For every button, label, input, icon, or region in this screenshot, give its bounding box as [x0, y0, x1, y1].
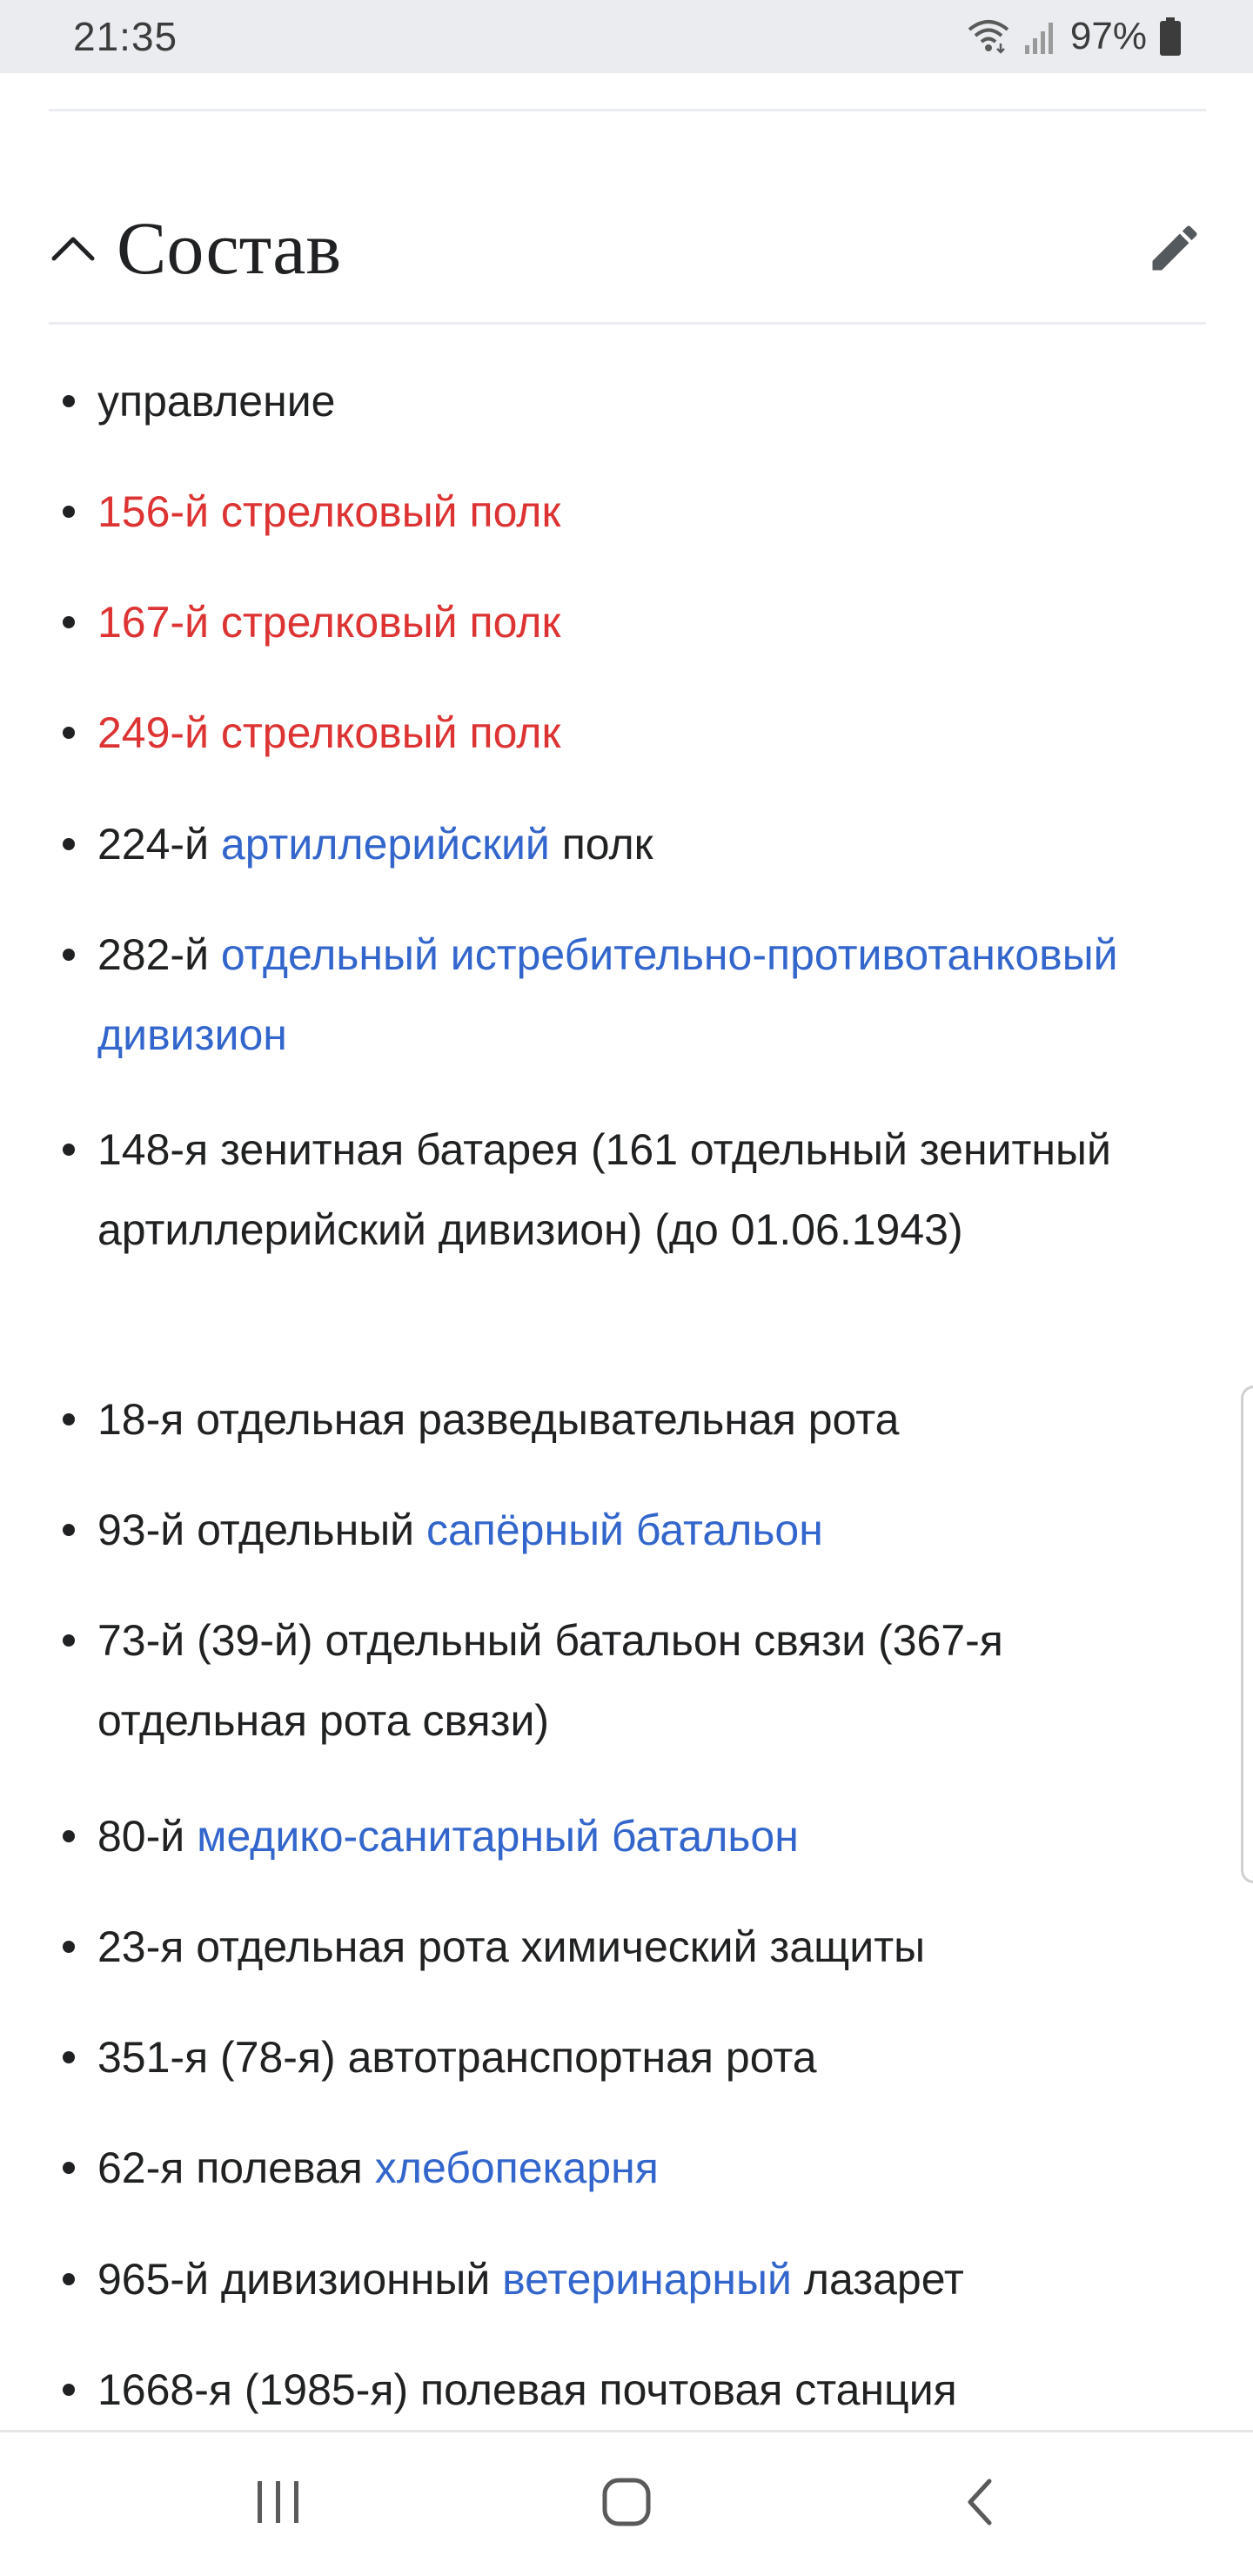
- list-item: [49, 804, 1171, 884]
- plain-text: 93-й отдельный: [97, 1506, 426, 1554]
- list-item-text: [97, 2239, 1171, 2319]
- list-item-text: [97, 2017, 1171, 2097]
- bullet: [63, 949, 75, 961]
- bullet: [63, 2051, 75, 2063]
- wiki-link[interactable]: хлебопекарня: [374, 2143, 659, 2192]
- header-divider: [49, 322, 1206, 325]
- list-item: [49, 1490, 1171, 1570]
- list-item-text: [97, 1600, 1171, 1761]
- plain-text: 965-й дивизионный: [97, 2255, 503, 2304]
- wiki-link[interactable]: артиллерийский: [220, 820, 550, 869]
- bullet: [63, 1524, 75, 1536]
- plain-text: 1668-я (1985-я) полевая почтовая станция: [97, 2365, 957, 2414]
- list-item-text: [97, 2350, 1171, 2430]
- signal-icon: [1023, 17, 1058, 56]
- list-item: [49, 1600, 1171, 1761]
- list-item-text: [97, 472, 1171, 552]
- list-item: [49, 2128, 1171, 2208]
- list-item: [49, 915, 1171, 1075]
- status-time: 21:35: [73, 14, 178, 59]
- back-icon[interactable]: [935, 2467, 1022, 2537]
- list-item-text: [97, 804, 1171, 884]
- list-item: [49, 2350, 1171, 2430]
- list-item: [49, 361, 1171, 441]
- status-bar: [0, 0, 1253, 73]
- navigation-bar: [0, 2430, 1253, 2576]
- list-item-text: [97, 1907, 1171, 1987]
- bullet: [63, 2162, 75, 2174]
- wiki-link[interactable]: ветеринарный: [502, 2255, 792, 2304]
- plain-text: управление: [97, 377, 336, 426]
- bullet: [63, 1830, 75, 1842]
- plain-text: 351-я (78-я) автотранспортная рота: [97, 2033, 817, 2082]
- list-item: [49, 472, 1171, 552]
- plain-text: 282-й: [97, 930, 221, 979]
- recent-apps-icon[interactable]: [235, 2467, 322, 2537]
- list-item-text: [97, 1110, 1171, 1270]
- list-item: [49, 582, 1171, 662]
- plain-text: полк: [549, 820, 653, 869]
- list-item: [49, 1379, 1171, 1459]
- bullet: [63, 727, 75, 739]
- bullet: [63, 395, 75, 407]
- plain-text: 62-я полевая: [97, 2143, 375, 2192]
- list-item-text: [97, 915, 1171, 1075]
- section-header[interactable]: [49, 174, 1206, 322]
- section-title: Состав: [117, 206, 342, 290]
- pencil-icon[interactable]: [1143, 217, 1206, 279]
- plain-text: 23-я отдельная рота химический защиты: [97, 1922, 926, 1971]
- bullet: [63, 1634, 75, 1647]
- list-item: [49, 1796, 1171, 1876]
- bullet: [63, 2384, 75, 2396]
- plain-text: 224-й: [97, 820, 221, 869]
- plain-text: 148-я зенитная батарея (161 отдельный зенитный артиллерийский дивизион) (до 01.06.1943): [97, 1125, 1111, 1254]
- list-item: [49, 2239, 1171, 2319]
- list-item-text: [97, 1796, 1171, 1876]
- top-divider: [49, 109, 1206, 111]
- plain-text: 18-я отдельная разведывательная рота: [97, 1395, 900, 1444]
- wifi-icon: [966, 17, 1011, 56]
- plain-text: 73-й (39-й) отдельный батальон связи (367-я отдельная рота связи): [97, 1616, 1003, 1745]
- bullet: [63, 1413, 75, 1426]
- bullet: [63, 1144, 75, 1156]
- bullet: [63, 616, 75, 628]
- home-icon[interactable]: [583, 2467, 670, 2537]
- plain-text: 80-й: [97, 1812, 198, 1861]
- wiki-red-link[interactable]: 167-й стрелковый полк: [97, 598, 561, 647]
- status-icons: [966, 15, 1182, 58]
- list-item-text: [97, 1379, 1171, 1459]
- battery-icon: [1159, 17, 1182, 57]
- bullet: [63, 1941, 75, 1953]
- wiki-link[interactable]: отдельный истребительно-противотанковый дивизион: [97, 930, 1118, 1059]
- bullet: [63, 506, 75, 518]
- list-item-text: [97, 1490, 1171, 1570]
- battery-level: 97%: [1069, 15, 1147, 57]
- wiki-link[interactable]: сапёрный батальон: [425, 1506, 823, 1554]
- bullet: [63, 2273, 75, 2285]
- list-item: [49, 1907, 1171, 1987]
- list-item-text: [97, 582, 1171, 662]
- list-item-text: [97, 693, 1171, 773]
- list-item: [49, 1110, 1171, 1270]
- wiki-red-link[interactable]: 249-й стрелковый полк: [97, 708, 561, 757]
- bullet: [63, 838, 75, 850]
- wiki-red-link[interactable]: 156-й стрелковый полк: [97, 487, 561, 536]
- wiki-link[interactable]: медико-санитарный батальон: [197, 1812, 799, 1861]
- list-item-text: [97, 2128, 1171, 2208]
- plain-text: лазарет: [791, 2255, 964, 2304]
- list-item-text: [97, 361, 1171, 441]
- chevron-up-icon[interactable]: [49, 224, 97, 272]
- list-item: [49, 693, 1171, 773]
- list-item: [49, 2017, 1171, 2097]
- scroll-handle[interactable]: [1241, 1385, 1253, 1883]
